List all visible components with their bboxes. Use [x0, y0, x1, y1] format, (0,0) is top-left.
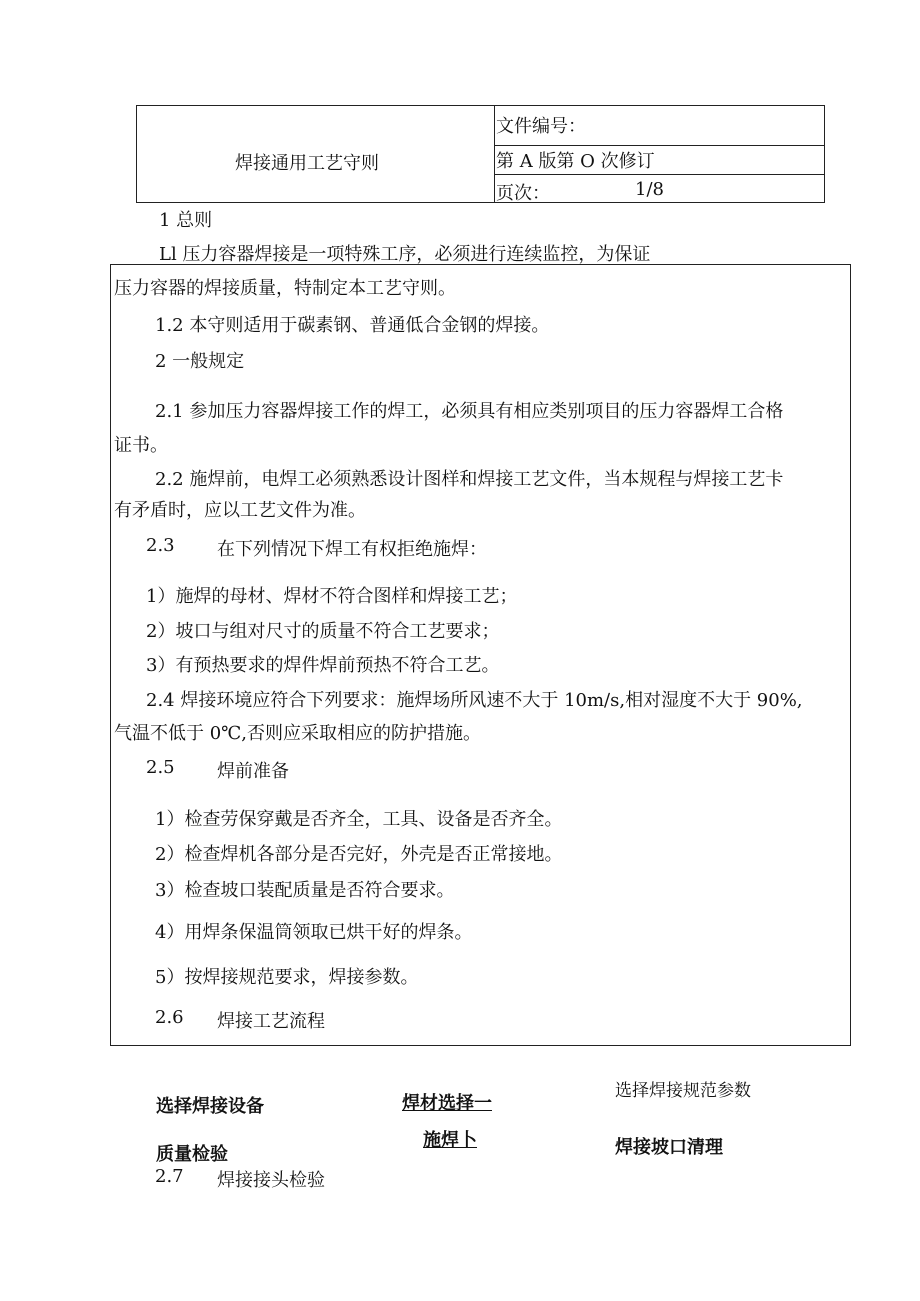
flow-step-welding: 施焊卜 [423, 1130, 477, 1151]
section-number: 2.5 [146, 757, 175, 778]
paragraph-line: 有矛盾时，应以工艺文件为准。 [114, 500, 366, 521]
section-heading: 2 一般规定 [155, 351, 245, 372]
list-item: 3）检查坡口装配质量是否符合要求。 [155, 880, 455, 901]
paragraph-line: 在下列情况下焊工有权拒绝施焊： [217, 539, 487, 560]
table-divider [494, 145, 825, 146]
document-title: 焊接通用工艺守则 [235, 153, 379, 174]
list-item: 1）检查劳保穿戴是否齐全，工具、设备是否齐全。 [155, 809, 563, 830]
list-item: 5）按焊接规范要求，焊接参数。 [155, 967, 419, 988]
doc-number-label: 文件编号： [496, 116, 586, 137]
table-divider [494, 174, 825, 175]
list-item: 1）施焊的母材、焊材不符合图样和焊接工艺； [146, 586, 518, 607]
section-number: 2.6 [155, 1007, 184, 1028]
paragraph-line: 2.1 参加压力容器焊接工作的焊工，必须具有相应类别项目的压力容器焊工合格 [155, 401, 784, 422]
page-number: 1/8 [635, 179, 664, 200]
paragraph-line: 焊接接头检验 [217, 1170, 325, 1191]
section-number: 2.7 [155, 1166, 184, 1187]
table-divider [494, 106, 495, 202]
flow-step-select-material: 焊材选择一 [402, 1093, 492, 1114]
paragraph-line: Ll 压力容器焊接是一项特殊工序，必须进行连续监控，为保证 [159, 244, 651, 265]
list-item: 2）检查焊机各部分是否完好，外壳是否正常接地。 [155, 844, 563, 865]
flow-step-quality-check: 质量检验 [156, 1144, 228, 1165]
list-item: 4）用焊条保温筒领取已烘干好的焊条。 [155, 922, 473, 943]
paragraph-line: 2.2 施焊前，电焊工必须熟悉设计图样和焊接工艺文件，当本规程与焊接工艺卡 [155, 469, 784, 490]
page-label: 页次： [496, 183, 550, 204]
paragraph-line: 压力容器的焊接质量，特制定本工艺守则。 [114, 278, 456, 299]
paragraph-line: 气温不低于 0℃,否则应采取相应的防护措施。 [114, 723, 482, 744]
section-number: 2.3 [146, 535, 175, 556]
paragraph-line: 焊接工艺流程 [217, 1011, 325, 1032]
section-heading: 1 总则 [159, 210, 213, 231]
list-item: 3）有预热要求的焊件焊前预热不符合工艺。 [146, 655, 500, 676]
flow-step-select-params: 选择焊接规范参数 [615, 1081, 751, 1101]
paragraph-line: 2.4 焊接环境应符合下列要求：施焊场所风速不大于 10m∕s,相对湿度不大于 90%, [146, 690, 803, 711]
paragraph-line: 证书。 [114, 435, 168, 456]
paragraph-line: 1.2 本守则适用于碳素钢、普通低合金钢的焊接。 [155, 315, 550, 336]
flow-step-select-equipment: 选择焊接设备 [156, 1096, 264, 1117]
list-item: 2）坡口与组对尺寸的质量不符合工艺要求； [146, 621, 500, 642]
revision-label: 第 A 版第 O 次修订 [496, 151, 655, 172]
flow-step-groove-clean: 焊接坡口清理 [615, 1137, 723, 1158]
paragraph-line: 焊前准备 [217, 761, 289, 782]
